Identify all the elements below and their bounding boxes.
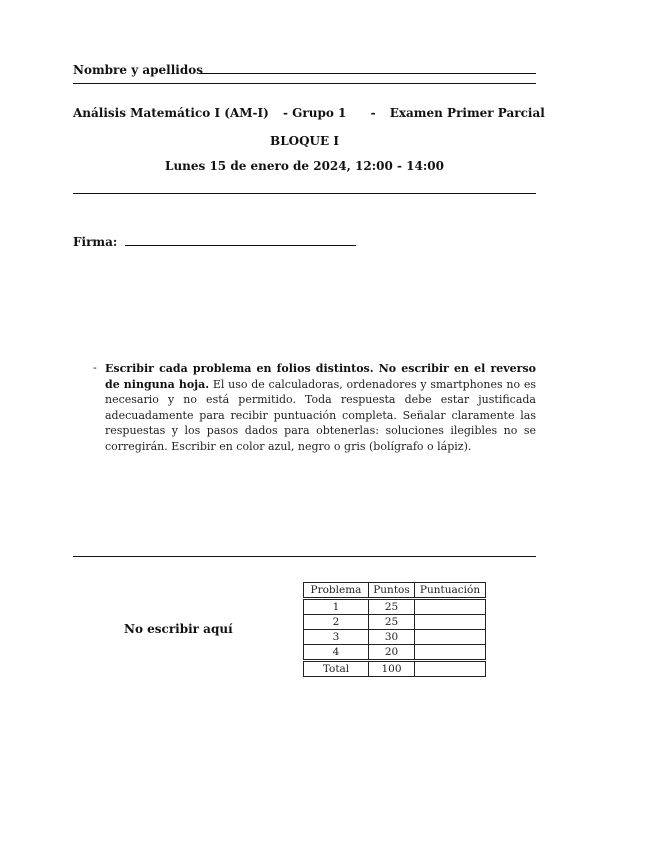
instructions-bold: Escribir cada problema en folios distintos. No escribir en el reverso de ninguna hoja.: [105, 362, 536, 391]
problem-number: 4: [304, 645, 369, 661]
total-label: Total: [304, 661, 369, 677]
header-problem: Problema: [304, 583, 369, 599]
problem-points: 30: [369, 630, 415, 645]
problem-number: 1: [304, 599, 369, 615]
header-score: Puntuación: [415, 583, 486, 599]
course-name: Análisis Matemático I (AM-I): [73, 106, 269, 120]
header-rule: [73, 83, 536, 84]
score-table: [303, 582, 486, 677]
problem-number: 2: [304, 615, 369, 630]
title-rule: [73, 193, 536, 194]
table-row: [304, 645, 486, 661]
course-title-line: [73, 106, 545, 120]
table-row: [304, 615, 486, 630]
header-points: Puntos: [369, 583, 415, 599]
exam-name: Examen Primer Parcial: [389, 106, 545, 120]
signature-label: Firma:: [73, 235, 118, 249]
signature-line: [125, 245, 356, 246]
instruction-bullet: -: [93, 361, 97, 374]
footer-rule: [73, 556, 536, 557]
score-table-header: [304, 583, 486, 599]
title-separator: -: [370, 106, 376, 120]
no-write-label: No escribir aquí: [124, 622, 233, 636]
problem-points: 25: [369, 599, 415, 615]
problem-score: [415, 630, 486, 645]
problem-points: 25: [369, 615, 415, 630]
problem-points: 20: [369, 645, 415, 661]
problem-score: [415, 645, 486, 661]
instructions-paragraph: [105, 361, 536, 454]
total-points: 100: [369, 661, 415, 677]
total-row: [304, 661, 486, 677]
group-label: - Grupo 1: [283, 106, 347, 120]
instructions-body: El uso de calculadoras, ordenadores y smartphones no es necesario y no está permitido. Toda respuesta debe estar justificada adecuadamente para recibir puntuación completa. Señalar claramente las respuestas y los pasos dados para obtenerlas: soluciones ilegibles no se corregirán. Escribir en color azul, negro o gris (bolígrafo o lápiz).: [105, 377, 536, 453]
exam-date: Lunes 15 de enero de 2024, 12:00 - 14:00: [165, 159, 444, 173]
table-row: [304, 599, 486, 615]
problem-score: [415, 599, 486, 615]
block-title: BLOQUE I: [270, 134, 339, 148]
name-field-line: [199, 73, 536, 74]
problem-score: [415, 615, 486, 630]
table-row: [304, 630, 486, 645]
problem-number: 3: [304, 630, 369, 645]
total-score: [415, 661, 486, 677]
name-label: Nombre y apellidos: [73, 63, 203, 77]
